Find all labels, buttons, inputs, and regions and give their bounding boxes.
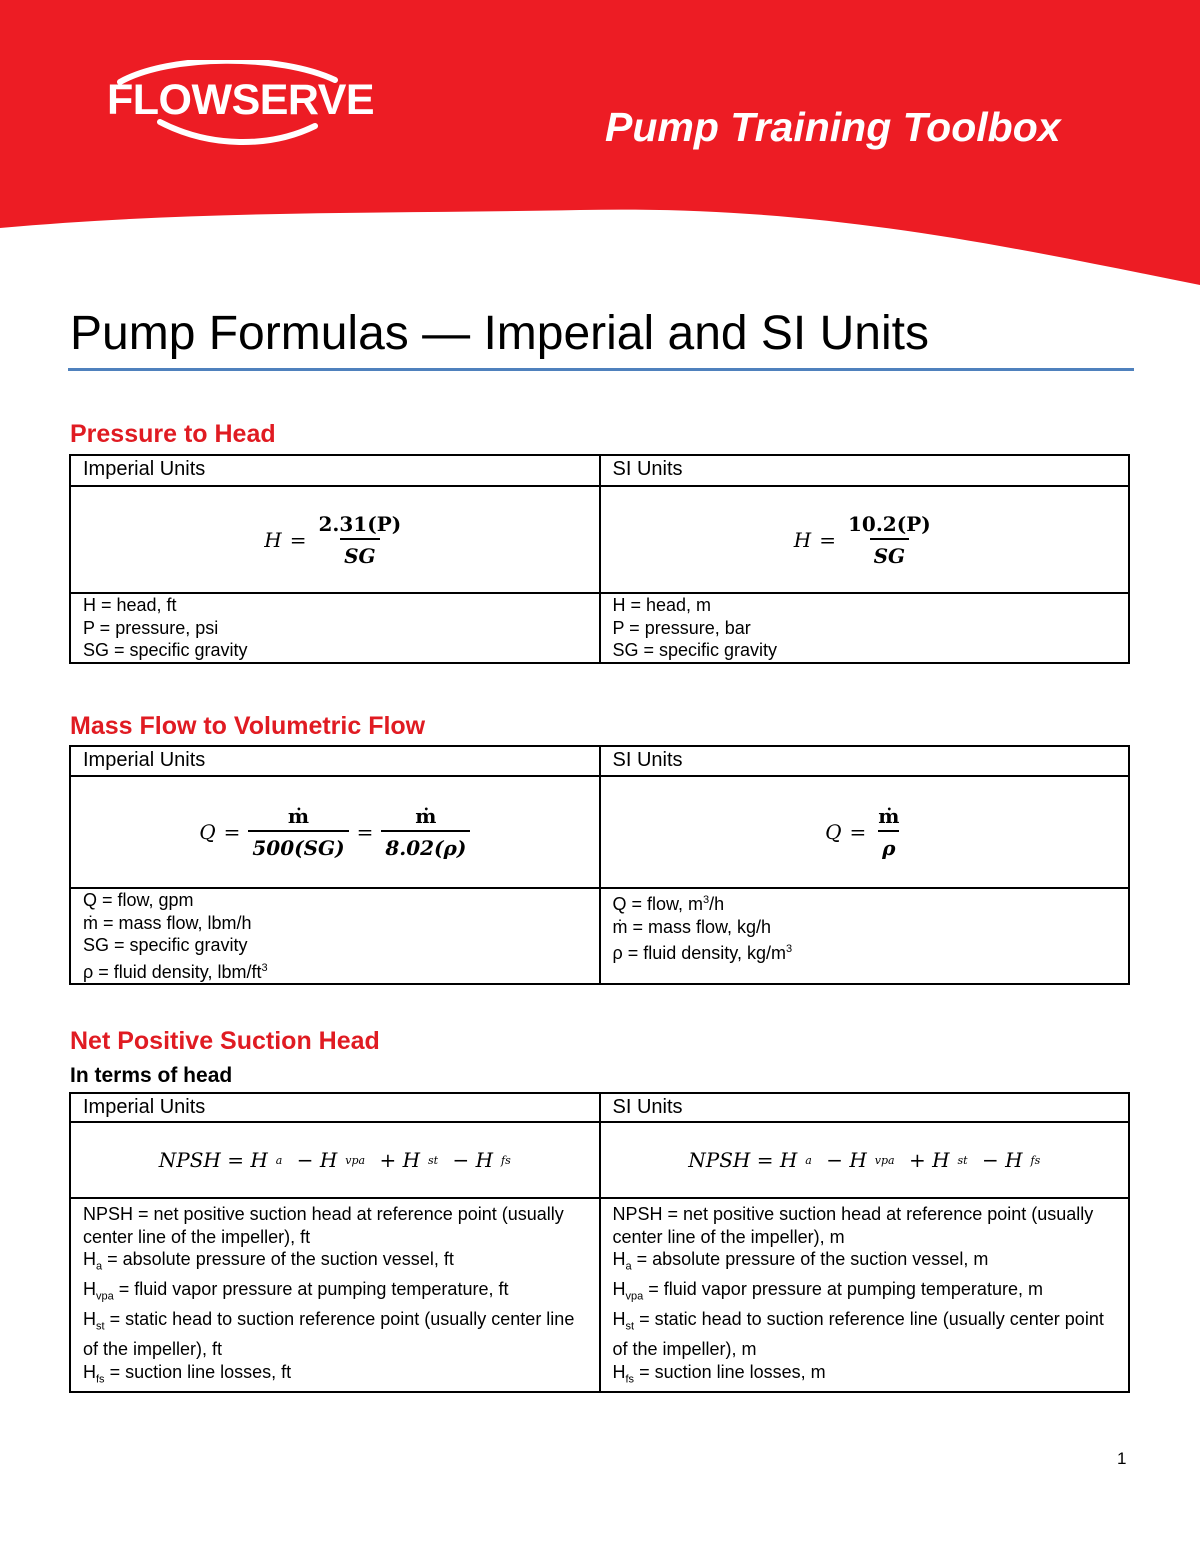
definitions-imperial: NPSH = net positive suction head at reference point (usually center line of the impeller), ft $H_a$ = absolute pressure of the suction vessel, ft $H_{vpa}$ = fluid vapor pressure at pumping temperature, ft $H_{st}$ = static head to suction reference point (usually center line of the impeller), ft $H_{fs}$ = suction line losses, ft [70,1198,600,1392]
formula-mass-flow-si: Q = $\frac{\text{ṁ}}{\rho}$ [825,804,900,860]
col-header-imperial: Imperial Units [70,455,600,486]
mass-flow-table [69,745,1130,985]
formula-npsh-si: NPSH = H a − H vpa + H st − H fs [688,1148,1041,1172]
section-title-npsh: Net Positive Suction Head [70,1027,380,1055]
formula-cell-si [600,486,1130,593]
definitions-si: NPSH = net positive suction head at reference point (usually center line of the impeller), m $H_a$ = absolute pressure of the suction vessel, m $H_{vpa}$ = fluid vapor pressure at pumping temperature, m $H_{st}$ = static head to suction reference line (usually center point of the impeller), m $H_{fs}$ = suction line losses, m [600,1198,1130,1392]
formula-cell-imperial [70,486,600,593]
page-number: 1 [1117,1449,1127,1468]
col-header-imperial: Imperial Units [70,1093,600,1122]
section-title-mass-flow: Mass Flow to Volumetric Flow [70,712,426,740]
col-header-imperial: Imperial Units [70,746,600,776]
formula-cell-si [600,1122,1130,1198]
header-banner [0,0,1200,330]
page-title: Pump Formulas — Imperial and SI Units [70,307,929,360]
formula-cell-si [600,776,1130,888]
formula-pressure-head-si: H = $\frac{10.2(P)}{SG}$ [793,511,931,568]
flowserve-logo: FLOWSERVE [107,76,375,124]
title-rule [68,368,1134,371]
section-title-pressure-head: Pressure to Head [70,420,276,448]
formula-pressure-head-imperial: H = $\frac{2.31(P)}{SG}$ [264,511,402,568]
definitions-imperial: H = head, ft P = pressure, psi SG = specific gravity [70,593,600,663]
definitions-si: H = head, m P = pressure, bar SG = specific gravity [600,593,1130,663]
definitions-si: Q = flow, $m^3/h$ ṁ = mass flow, kg/h ρ = fluid density, $kg/m^3$ [600,888,1130,984]
npsh-table [69,1092,1130,1393]
col-header-si: SI Units [600,455,1130,486]
formula-cell-imperial [70,776,600,888]
formula-mass-flow-imperial: Q = $\frac{\text{ṁ}}{500(SG)}$ = $\frac{\text{ṁ}}{8.02(\rho)}$ [199,804,470,860]
definitions-imperial: Q = flow, gpm ṁ = mass flow, lbm/h SG = specific gravity ρ = fluid density, lbm/$ft^3$ [70,888,600,984]
section-subtitle-npsh: In terms of head [70,1064,233,1087]
toolbox-title: Pump Training Toolbox [605,104,1061,150]
col-header-si: SI Units [600,746,1130,776]
col-header-si: SI Units [600,1093,1130,1122]
pressure-head-table [69,454,1130,664]
formula-npsh-imperial: NPSH = H a − H vpa + H st − H fs [158,1148,511,1172]
formula-cell-imperial [70,1122,600,1198]
